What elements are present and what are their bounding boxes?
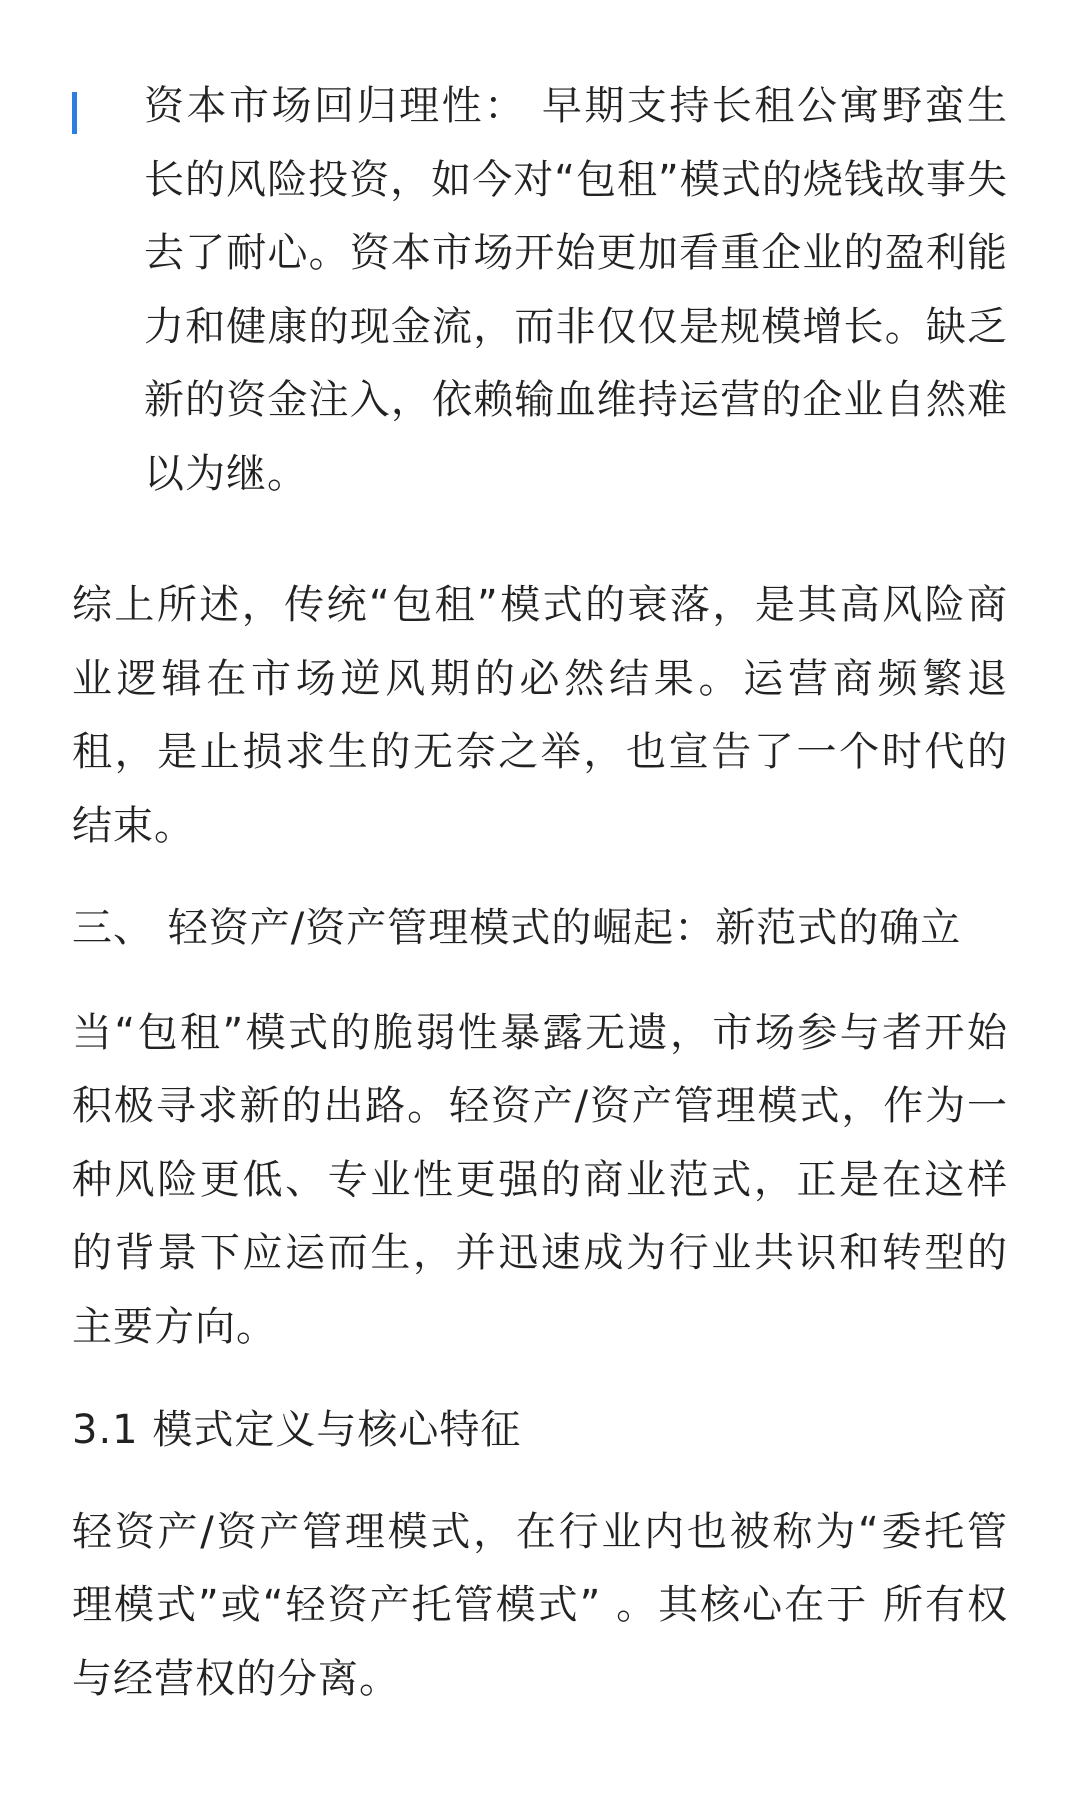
- intro-paragraph: 当“包租”模式的脆弱性暴露无遗，市场参与者开始积极寻求新的出路。轻资产/资产管理模式，作为一种风险更低、专业性更强的商业范式，正是在这样的背景下应运而生，并迅速成为行业共识和转型的主要方向。: [72, 1009, 1008, 1350]
- definition-paragraph: 轻资产/资产管理模式，在行业内也被称为“委托管理模式”或“轻资产托管模式” 。其核心在于 所有权与经营权的分离。: [72, 1508, 1008, 1702]
- subsection-heading: 3.1 模式定义与核心特征: [72, 1407, 522, 1453]
- quote-accent-bar: [72, 92, 77, 134]
- section-heading: 三、 轻资产/资产管理模式的崛起：新范式的确立: [72, 905, 962, 951]
- blockquote: [72, 70, 1008, 511]
- summary-paragraph: 综上所述，传统“包租”模式的衰落，是其高风险商业逻辑在市场逆风期的必然结果。运营商频繁退租，是止损求生的无奈之举，也宣告了一个时代的结束。: [72, 582, 1008, 849]
- quote-text: 资本市场回归理性： 早期支持长租公寓野蛮生长的风险投资，如今对“包租”模式的烧钱故事失去了耐心。资本市场开始更加看重企业的盈利能力和健康的现金流，而非仅仅是规模增长。缺乏新的资金注入，依赖输血维持运营的企业自然难以为继。: [144, 83, 1008, 497]
